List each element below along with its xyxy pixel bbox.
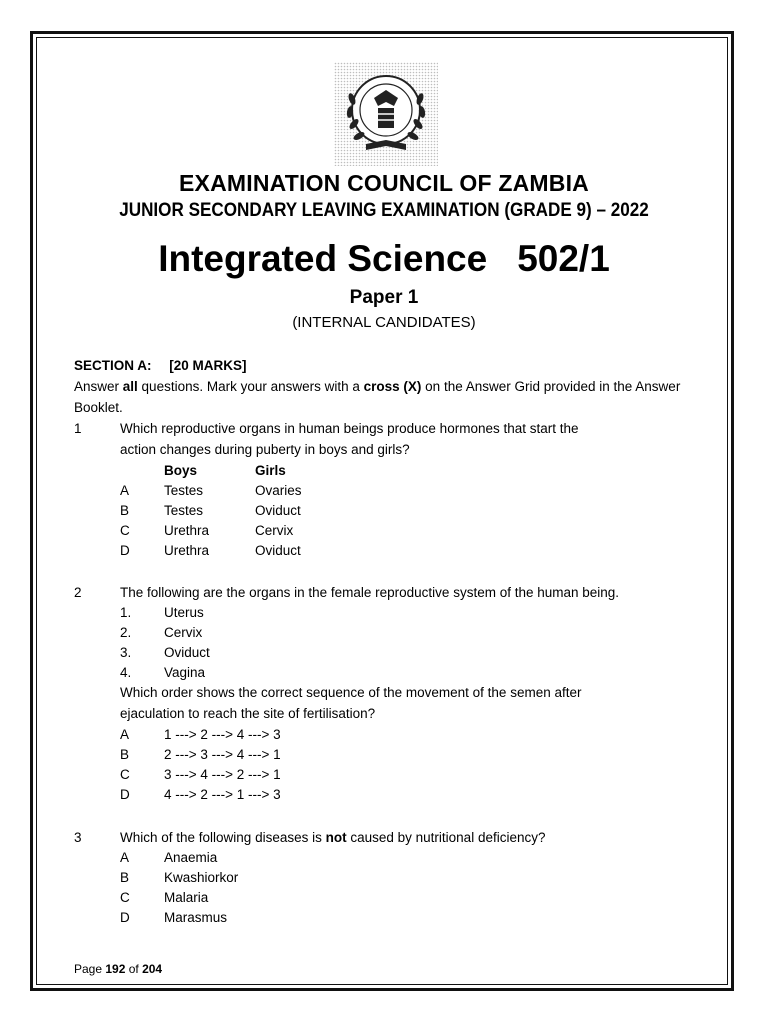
question-text: Which order shows the correct sequence of the movement of the semen after [120, 685, 582, 700]
option-text: Urethra [164, 523, 210, 538]
question-number: 2 [74, 585, 82, 600]
instr-text: questions. Mark your answers with a [137, 379, 364, 394]
list-item: Vagina [164, 665, 206, 680]
option-text: 3 ---> 4 ---> 2 ---> 1 [164, 767, 281, 782]
list-item: Cervix [164, 625, 203, 640]
subject-name: Integrated Science [158, 238, 488, 279]
column-header-girls: Girls [255, 463, 286, 478]
question-text: The following are the organs in the female reproductive system of the human being. [120, 585, 620, 600]
section-instructions-cont: Booklet. [74, 400, 123, 415]
total-pages: 204 [142, 962, 163, 976]
paper-title: Paper 1 [349, 287, 419, 308]
current-page-number: 192 [105, 962, 126, 976]
option-text: Testes [164, 503, 204, 518]
section-instructions [74, 377, 680, 397]
list-number: 2. [120, 625, 132, 640]
question-number: 3 [74, 830, 82, 845]
option-letter: D [120, 910, 130, 925]
option-text: Oviduct [255, 543, 301, 558]
option-text: Kwashiorkor [164, 870, 239, 885]
option-letter: A [120, 850, 130, 865]
list-item: Uterus [164, 605, 204, 620]
section-label: SECTION A: [74, 358, 152, 373]
instr-all: all [122, 379, 138, 394]
instr-text: Answer [74, 379, 123, 394]
instr-cross: cross (X) [363, 379, 422, 394]
column-header-boys: Boys [164, 463, 198, 478]
option-letter: B [120, 870, 130, 885]
question-number: 1 [74, 421, 82, 436]
option-letter: C [120, 890, 130, 905]
option-letter: D [120, 543, 130, 558]
footer-text: Page [74, 962, 106, 976]
question-text: ejaculation to reach the site of fertilisation? [120, 706, 376, 721]
question-text-part: Which of the following diseases is [120, 830, 326, 845]
option-letter: A [120, 727, 130, 742]
section-marks: [20 MARKS] [169, 358, 247, 373]
council-name: EXAMINATION COUNCIL OF ZAMBIA [179, 170, 589, 196]
option-letter: B [120, 747, 130, 762]
question-text-part: caused by nutritional deficiency? [346, 830, 546, 845]
list-number: 4. [120, 665, 132, 680]
option-letter: A [120, 483, 130, 498]
instr-text: on the Answer Grid provided in the Answer [421, 379, 681, 394]
option-text: Marasmus [164, 910, 228, 925]
subject-line [0, 238, 768, 280]
question-text [120, 828, 545, 848]
option-text: 4 ---> 2 ---> 1 ---> 3 [164, 787, 281, 802]
option-text: 2 ---> 3 ---> 4 ---> 1 [164, 747, 281, 762]
page-footer [74, 962, 162, 976]
option-text: Anaemia [164, 850, 218, 865]
question-text: action changes during puberty in boys and girls? [120, 442, 410, 457]
option-letter: C [120, 523, 130, 538]
list-item: Oviduct [164, 645, 210, 660]
question-text-emphasis: not [325, 830, 347, 845]
subject-code: 502/1 [517, 238, 610, 279]
list-number: 1. [120, 605, 132, 620]
option-letter: C [120, 767, 130, 782]
option-letter: B [120, 503, 130, 518]
list-number: 3. [120, 645, 132, 660]
question-text: Which reproductive organs in human beings produce hormones that start the [120, 421, 579, 436]
option-text: Cervix [255, 523, 294, 538]
exam-title: JUNIOR SECONDARY LEAVING EXAMINATION (GRADE 9) – 2022 [119, 200, 649, 221]
option-text: Malaria [164, 890, 209, 905]
option-text: Oviduct [255, 503, 301, 518]
option-text: Testes [164, 483, 204, 498]
option-letter: D [120, 787, 130, 802]
section-heading [74, 356, 247, 376]
footer-text: of [125, 962, 143, 976]
option-text: Urethra [164, 543, 210, 558]
option-text: Ovaries [255, 483, 302, 498]
candidates-label: (INTERNAL CANDIDATES) [292, 314, 476, 331]
option-text: 1 ---> 2 ---> 4 ---> 3 [164, 727, 281, 742]
council-seal-icon [334, 62, 438, 166]
